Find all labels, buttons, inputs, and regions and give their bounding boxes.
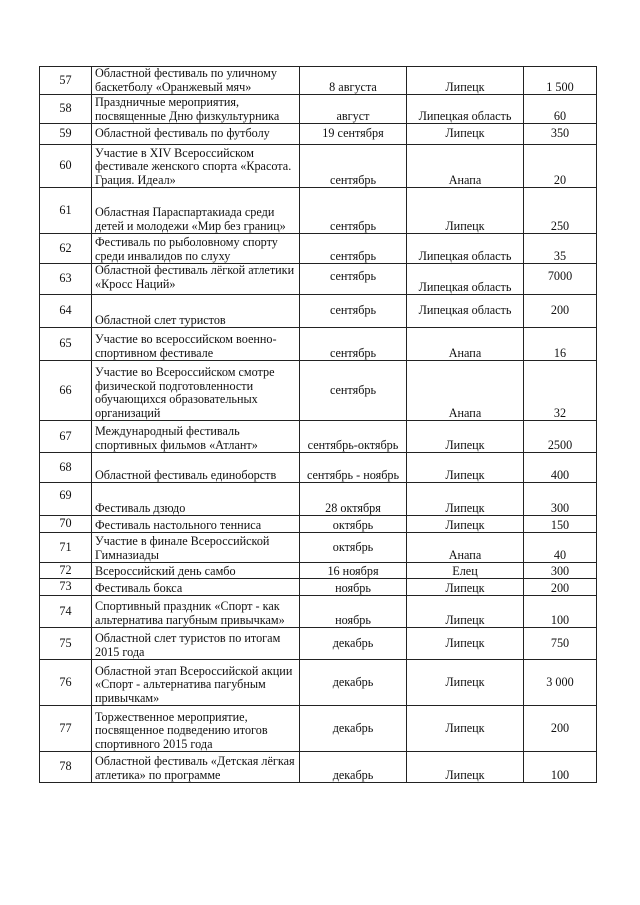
participant-count: 2500	[524, 421, 597, 453]
row-number: 66	[40, 361, 92, 421]
event-name: Областной фестиваль лёгкой атлетики «Кросс Наций»	[92, 264, 300, 295]
event-date: август	[300, 95, 407, 124]
event-name: Фестиваль настольного тенниса	[92, 516, 300, 533]
event-date: октябрь	[300, 533, 407, 563]
event-place: Липецк	[407, 706, 524, 752]
row-number: 63	[40, 264, 92, 295]
table-row	[40, 706, 597, 752]
event-date: сентябрь	[300, 234, 407, 264]
event-place: Липецк	[407, 628, 524, 660]
row-number: 58	[40, 95, 92, 124]
participant-count: 20	[524, 145, 597, 188]
event-name: Спортивный праздник «Спорт - как альтернатива пагубным привычкам»	[92, 596, 300, 628]
event-name: Торжественное мероприятие, посвященное подведению итогов спортивного 2015 года	[92, 706, 300, 752]
row-number: 73	[40, 579, 92, 596]
row-number: 69	[40, 483, 92, 516]
participant-count: 40	[524, 533, 597, 563]
table-row	[40, 234, 597, 264]
table-row	[40, 453, 597, 483]
participant-count: 1 500	[524, 67, 597, 95]
participant-count: 200	[524, 706, 597, 752]
row-number: 65	[40, 328, 92, 361]
participant-count: 300	[524, 483, 597, 516]
participant-count: 750	[524, 628, 597, 660]
row-number: 67	[40, 421, 92, 453]
row-number: 76	[40, 660, 92, 706]
event-name: Фестиваль бокса	[92, 579, 300, 596]
event-date: 8 августа	[300, 67, 407, 95]
event-date: сентябрь	[300, 264, 407, 295]
event-name: Фестиваль дзюдо	[92, 483, 300, 516]
event-date: сентябрь - ноябрь	[300, 453, 407, 483]
event-name: Международный фестиваль спортивных фильмов «Атлант»	[92, 421, 300, 453]
event-place: Анапа	[407, 328, 524, 361]
table-row	[40, 660, 597, 706]
table-row	[40, 145, 597, 188]
participant-count: 3 000	[524, 660, 597, 706]
event-place: Липецк	[407, 483, 524, 516]
event-name: Участие в финале Всероссийской Гимназиады	[92, 533, 300, 563]
table-row	[40, 361, 597, 421]
row-number: 72	[40, 563, 92, 579]
participant-count: 32	[524, 361, 597, 421]
row-number: 62	[40, 234, 92, 264]
participant-count: 100	[524, 752, 597, 783]
event-place: Липецк	[407, 421, 524, 453]
event-place: Липецк	[407, 67, 524, 95]
participant-count: 350	[524, 124, 597, 145]
row-number: 64	[40, 295, 92, 328]
row-number: 75	[40, 628, 92, 660]
row-number: 74	[40, 596, 92, 628]
event-date: сентябрь	[300, 361, 407, 421]
table-row	[40, 421, 597, 453]
table-row	[40, 516, 597, 533]
event-place: Елец	[407, 563, 524, 579]
event-date: сентябрь	[300, 295, 407, 328]
events-table	[39, 66, 597, 783]
row-number: 71	[40, 533, 92, 563]
table-row	[40, 124, 597, 145]
event-date: сентябрь	[300, 188, 407, 234]
event-place: Анапа	[407, 361, 524, 421]
table-row	[40, 596, 597, 628]
event-date: ноябрь	[300, 579, 407, 596]
event-place: Липецк	[407, 188, 524, 234]
event-name: Областной этап Всероссийской акции «Спорт - альтернатива пагубным привычкам»	[92, 660, 300, 706]
event-name: Участие во всероссийском военно-спортивном фестивале	[92, 328, 300, 361]
table-row	[40, 95, 597, 124]
event-name: Областной слет туристов по итогам 2015 года	[92, 628, 300, 660]
participant-count: 60	[524, 95, 597, 124]
event-date: сентябрь	[300, 328, 407, 361]
participant-count: 400	[524, 453, 597, 483]
participant-count: 300	[524, 563, 597, 579]
event-place: Липецк	[407, 596, 524, 628]
event-date: 16 ноября	[300, 563, 407, 579]
table-row	[40, 483, 597, 516]
event-name: Областной фестиваль единоборств	[92, 453, 300, 483]
table-row	[40, 264, 597, 295]
event-date: октябрь	[300, 516, 407, 533]
table-row	[40, 628, 597, 660]
table-row	[40, 67, 597, 95]
event-place: Липецкая область	[407, 234, 524, 264]
row-number: 68	[40, 453, 92, 483]
event-name: Областной фестиваль по уличному баскетболу «Оранжевый мяч»	[92, 67, 300, 95]
row-number: 57	[40, 67, 92, 95]
event-name: Участие во Всероссийском смотре физической подготовленности обучающихся образовательных организаций	[92, 361, 300, 421]
event-date: ноябрь	[300, 596, 407, 628]
participant-count: 150	[524, 516, 597, 533]
participant-count: 16	[524, 328, 597, 361]
table-row	[40, 328, 597, 361]
event-date: декабрь	[300, 628, 407, 660]
event-name: Участие в XIV Всероссийском фестивале женского спорта «Красота. Грация. Идеал»	[92, 145, 300, 188]
event-name: Праздничные мероприятия, посвященные Дню физкультурника	[92, 95, 300, 124]
event-date: 28 октября	[300, 483, 407, 516]
events-table-body	[40, 67, 597, 783]
table-row	[40, 533, 597, 563]
event-place: Липецк	[407, 124, 524, 145]
event-place: Анапа	[407, 533, 524, 563]
row-number: 61	[40, 188, 92, 234]
participant-count: 7000	[524, 264, 597, 295]
event-name: Фестиваль по рыболовному спорту среди инвалидов по слуху	[92, 234, 300, 264]
participant-count: 35	[524, 234, 597, 264]
table-row	[40, 188, 597, 234]
row-number: 59	[40, 124, 92, 145]
event-place: Липецк	[407, 579, 524, 596]
event-place: Анапа	[407, 145, 524, 188]
event-name: Областная Параспартакиада среди детей и молодежи «Мир без границ»	[92, 188, 300, 234]
participant-count: 100	[524, 596, 597, 628]
event-date: декабрь	[300, 706, 407, 752]
table-row	[40, 752, 597, 783]
participant-count: 250	[524, 188, 597, 234]
event-date: декабрь	[300, 752, 407, 783]
table-row	[40, 295, 597, 328]
event-name: Областной фестиваль «Детская лёгкая атлетика» по программе	[92, 752, 300, 783]
participant-count: 200	[524, 579, 597, 596]
row-number: 60	[40, 145, 92, 188]
event-date: сентябрь-октябрь	[300, 421, 407, 453]
event-place: Липецкая область	[407, 295, 524, 328]
event-place: Липецк	[407, 752, 524, 783]
event-name: Областной фестиваль по футболу	[92, 124, 300, 145]
participant-count: 200	[524, 295, 597, 328]
event-place: Липецк	[407, 660, 524, 706]
table-row	[40, 579, 597, 596]
event-date: сентябрь	[300, 145, 407, 188]
event-date: декабрь	[300, 660, 407, 706]
event-place: Липецк	[407, 453, 524, 483]
event-place: Липецк	[407, 516, 524, 533]
table-row	[40, 563, 597, 579]
event-name: Всероссийский день самбо	[92, 563, 300, 579]
row-number: 77	[40, 706, 92, 752]
event-date: 19 сентября	[300, 124, 407, 145]
row-number: 78	[40, 752, 92, 783]
event-name: Областной слет туристов	[92, 295, 300, 328]
event-place: Липецкая область	[407, 95, 524, 124]
row-number: 70	[40, 516, 92, 533]
event-place: Липецкая область	[407, 264, 524, 295]
